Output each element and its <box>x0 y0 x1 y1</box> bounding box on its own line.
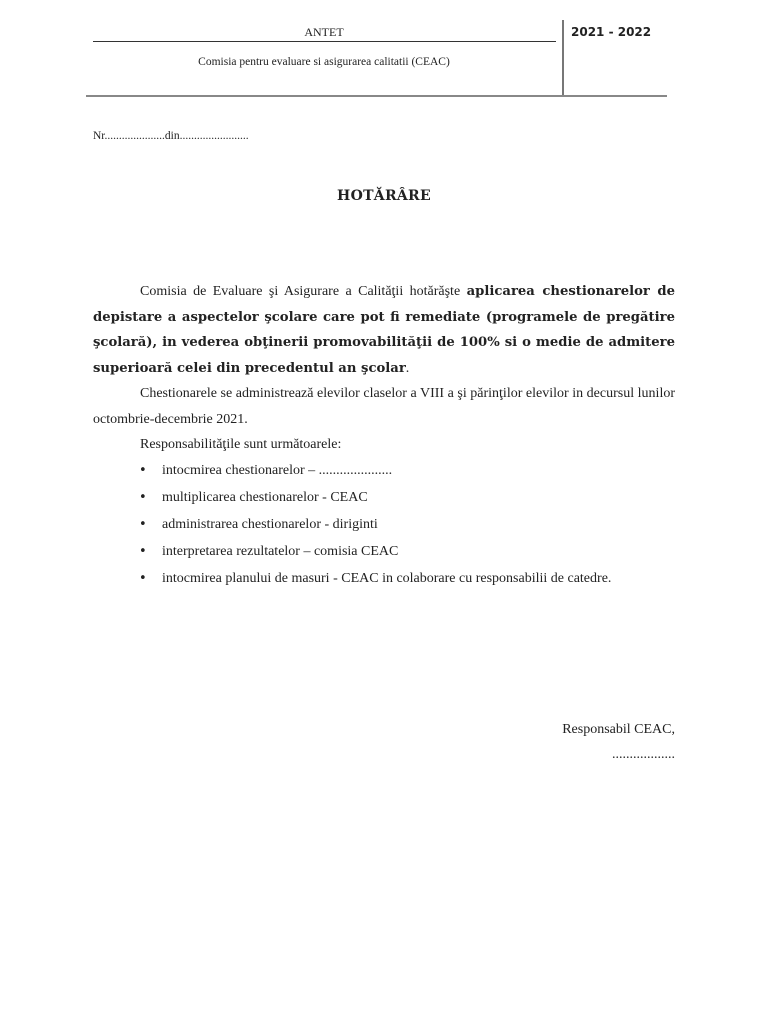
responsibilities-list <box>93 458 675 593</box>
registration-number-line: Nr.....................din........................ <box>93 130 249 142</box>
paragraph-decision <box>93 279 675 381</box>
signature-label: Responsabil CEAC, <box>562 722 675 737</box>
list-item: • intocmirea chestionarelor – ..................... <box>93 458 675 485</box>
header-subtitle: Comisia pentru evaluare si asigurarea calitatii (CEAC) <box>198 56 450 68</box>
paragraph-questionnaires: Chestionarele se administrează elevilor claselor a VIII a şi părinţilor elevilor in decursul lunilor octombrie-decembrie 2021. <box>93 386 675 427</box>
signature-block <box>562 717 675 767</box>
header-vertical-divider <box>562 20 564 95</box>
paragraph-decision-intro: Comisia de Evaluare şi Asigurare a Calităţii hotărăşte <box>140 284 467 299</box>
paragraph-decision-bold: aplicarea chestionarelor de depistare a aspectelor şcolare care pot fi remediate (programele de pregătire şcolară), in vederea obţinerii promovabilităţii de 100% si o medie de admitere superioară celei din precedentul an şcolar <box>93 284 675 376</box>
header-year: 2021 - 2022 <box>571 25 652 39</box>
signature-dots: .................. <box>612 747 675 762</box>
paragraph-decision-end: . <box>405 360 410 376</box>
list-item: • administrarea chestionarelor - diriginti <box>93 512 675 539</box>
header-antet: ANTET <box>304 25 344 39</box>
list-item: • multiplicarea chestionarelor - CEAC <box>93 485 675 512</box>
document-body <box>93 279 675 593</box>
list-item: • interpretarea rezultatelor – comisia CEAC <box>93 539 675 566</box>
responsibilities-heading: Responsabilităţile sunt următoarele: <box>140 437 342 452</box>
document-title: HOTĂRÂRE <box>337 188 431 204</box>
list-item: • intocmirea planului de masuri - CEAC in colaborare cu responsabilii de catedre. <box>93 566 675 593</box>
header-divider <box>93 41 556 42</box>
header-bottom-border <box>86 95 667 97</box>
